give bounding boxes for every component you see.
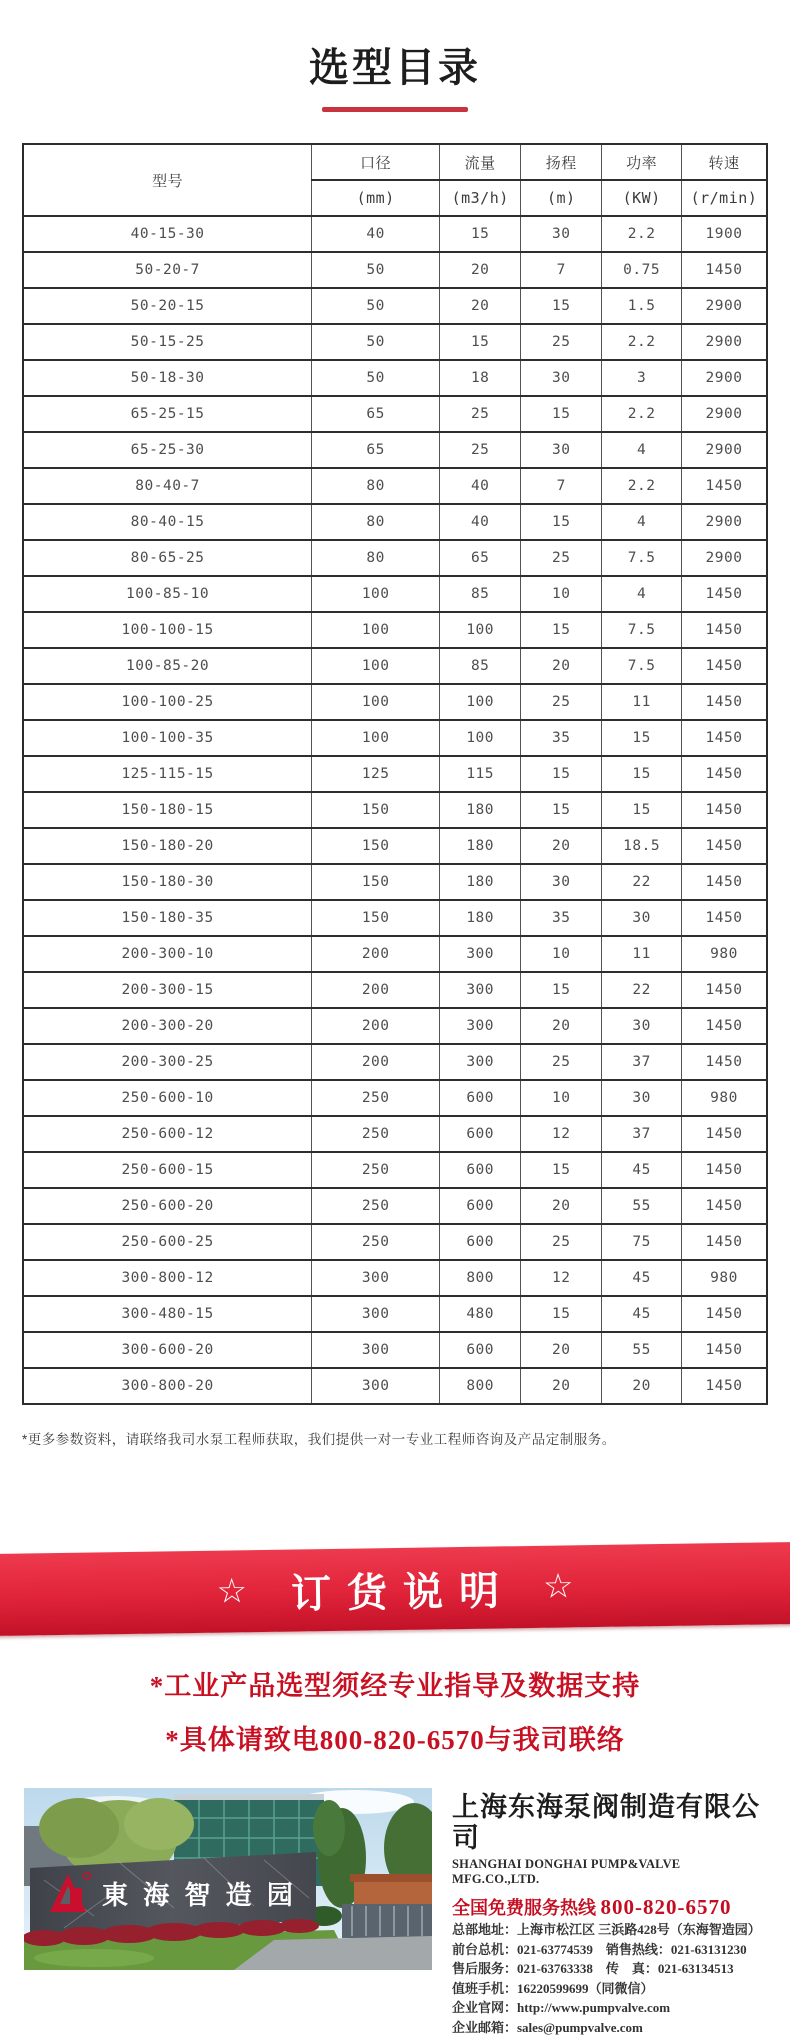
table-cell: 15 <box>440 324 521 360</box>
table-cell: 100 <box>312 612 440 648</box>
table-cell: 35 <box>521 720 602 756</box>
table-row <box>23 1116 767 1152</box>
table-cell: 11 <box>602 936 682 972</box>
table-cell: 20 <box>521 828 602 864</box>
table-cell: 11 <box>602 684 682 720</box>
company-name-en: SHANGHAI DONGHAI PUMP&VALVE MFG.CO.,LTD. <box>452 1857 681 1887</box>
order-banner-title: 订货说明 <box>290 1568 516 1617</box>
table-cell: 2.2 <box>602 468 682 504</box>
page-title: 选型目录 <box>309 46 481 90</box>
table-cell: 100 <box>312 684 440 720</box>
table-cell: 25 <box>440 432 521 468</box>
table-cell: 85 <box>440 576 521 612</box>
table-cell: 12 <box>521 1116 602 1152</box>
service-hotline <box>452 1894 766 1920</box>
table-cell: 50-20-15 <box>23 288 312 324</box>
table-cell: 20 <box>521 648 602 684</box>
table-cell: 35 <box>521 900 602 936</box>
table-cell: 100-85-20 <box>23 648 312 684</box>
table-cell: 20 <box>521 1368 602 1404</box>
table-cell: 2900 <box>681 324 767 360</box>
table-cell: 4 <box>602 432 682 468</box>
table-cell: 55 <box>602 1332 682 1368</box>
order-notice-line2: *具体请致电800-820-6570与我司联络 <box>165 1725 625 1755</box>
table-row <box>23 720 767 756</box>
table-cell: 25 <box>521 1044 602 1080</box>
table-cell: 250-600-20 <box>23 1188 312 1224</box>
contact-address: 总部地址：上海市松江区 三浜路428号（东海智造园） <box>452 1922 761 1938</box>
contact-email: 企业邮箱：sales@pumpvalve.com <box>452 2019 643 2035</box>
table-cell: 18 <box>440 360 521 396</box>
factory-photo <box>24 1788 432 1970</box>
contact-mobile: 值班手机：16220599699（同微信） <box>452 1980 654 1996</box>
table-cell: 980 <box>681 936 767 972</box>
table-row <box>23 900 767 936</box>
table-cell: 20 <box>521 1008 602 1044</box>
order-banner <box>0 1542 790 1636</box>
table-cell: 115 <box>440 756 521 792</box>
contact-website: 企业官网：http://www.pumpvalve.com <box>452 2000 671 2016</box>
table-cell: 150-180-35 <box>23 900 312 936</box>
table-cell: 1450 <box>681 684 767 720</box>
table-row <box>23 468 767 504</box>
table-cell: 100-100-15 <box>23 612 312 648</box>
table-cell: 250 <box>312 1188 440 1224</box>
table-cell: 600 <box>440 1152 521 1188</box>
table-row <box>23 1188 767 1224</box>
table-cell: 15 <box>521 288 602 324</box>
contact-phones-1: 前台总机：021-63774539 销售热线：021-63131230 <box>452 1941 747 1957</box>
table-cell: 80-40-15 <box>23 504 312 540</box>
hotline-number: 800-820-6570 <box>600 1895 732 1920</box>
table-cell: 250-600-12 <box>23 1116 312 1152</box>
table-cell: 1450 <box>681 756 767 792</box>
table-cell: 1450 <box>681 720 767 756</box>
table-cell: 100-100-25 <box>23 684 312 720</box>
table-cell: 3 <box>602 360 682 396</box>
table-cell: 1450 <box>681 612 767 648</box>
star-icon: ☆ <box>542 1567 574 1606</box>
table-cell: 200 <box>312 972 440 1008</box>
col-header-flow: 流量 <box>440 144 521 180</box>
table-cell: 15 <box>521 612 602 648</box>
table-cell: 200-300-10 <box>23 936 312 972</box>
table-cell: 50-18-30 <box>23 360 312 396</box>
table-cell: 2.2 <box>602 216 682 252</box>
hotline-label: 全国免费服务热线 <box>452 1898 596 1919</box>
table-cell: 30 <box>521 864 602 900</box>
table-cell: 37 <box>602 1116 682 1152</box>
table-cell: 4 <box>602 576 682 612</box>
table-cell: 18.5 <box>602 828 682 864</box>
table-cell: 180 <box>440 828 521 864</box>
table-cell: 65 <box>440 540 521 576</box>
table-cell: 25 <box>521 1224 602 1260</box>
table-cell: 300-480-15 <box>23 1296 312 1332</box>
table-cell: 1450 <box>681 1008 767 1044</box>
table-cell: 1450 <box>681 648 767 684</box>
table-cell: 20 <box>521 1188 602 1224</box>
table-row <box>23 612 767 648</box>
table-cell: 45 <box>602 1296 682 1332</box>
footer-section <box>24 1788 766 2037</box>
table-cell: 7.5 <box>602 540 682 576</box>
table-cell: 1450 <box>681 1368 767 1404</box>
table-cell: 1450 <box>681 900 767 936</box>
table-cell: 600 <box>440 1188 521 1224</box>
table-cell: 2.2 <box>602 324 682 360</box>
table-cell: 200-300-20 <box>23 1008 312 1044</box>
table-cell: 250-600-10 <box>23 1080 312 1116</box>
table-row <box>23 684 767 720</box>
company-info <box>452 1788 766 2037</box>
col-unit-speed: (r/min) <box>681 180 767 216</box>
table-cell: 20 <box>440 252 521 288</box>
table-cell: 65 <box>312 432 440 468</box>
table-cell: 15 <box>602 756 682 792</box>
table-row <box>23 396 767 432</box>
table-cell: 150 <box>312 792 440 828</box>
table-cell: 300 <box>312 1332 440 1368</box>
table-row <box>23 828 767 864</box>
table-cell: 100 <box>440 612 521 648</box>
table-cell: 180 <box>440 864 521 900</box>
table-cell: 100 <box>312 720 440 756</box>
table-cell: 1900 <box>681 216 767 252</box>
table-cell: 300 <box>312 1296 440 1332</box>
table-cell: 20 <box>521 1332 602 1368</box>
table-cell: 2900 <box>681 504 767 540</box>
table-cell: 1450 <box>681 1152 767 1188</box>
table-cell: 65-25-15 <box>23 396 312 432</box>
table-cell: 1450 <box>681 1296 767 1332</box>
table-cell: 80-65-25 <box>23 540 312 576</box>
table-cell: 300 <box>312 1368 440 1404</box>
table-cell: 980 <box>681 1080 767 1116</box>
table-cell: 0.75 <box>602 252 682 288</box>
table-cell: 12 <box>521 1260 602 1296</box>
table-cell: 150-180-30 <box>23 864 312 900</box>
table-cell: 1450 <box>681 576 767 612</box>
table-cell: 125 <box>312 756 440 792</box>
table-cell: 15 <box>521 792 602 828</box>
table-cell: 45 <box>602 1152 682 1188</box>
table-cell: 65 <box>312 396 440 432</box>
table-cell: 50 <box>312 288 440 324</box>
table-cell: 1450 <box>681 864 767 900</box>
table-row <box>23 648 767 684</box>
table-cell: 1450 <box>681 468 767 504</box>
table-row <box>23 1296 767 1332</box>
table-row <box>23 1368 767 1404</box>
table-cell: 2900 <box>681 288 767 324</box>
table-cell: 100 <box>440 684 521 720</box>
star-icon: ☆ <box>216 1572 248 1611</box>
table-cell: 200-300-15 <box>23 972 312 1008</box>
table-cell: 250-600-15 <box>23 1152 312 1188</box>
table-cell: 15 <box>521 756 602 792</box>
table-cell: 10 <box>521 1080 602 1116</box>
table-cell: 50-15-25 <box>23 324 312 360</box>
table-row <box>23 252 767 288</box>
table-cell: 20 <box>602 1368 682 1404</box>
table-cell: 30 <box>602 1008 682 1044</box>
page-title-section <box>0 36 790 112</box>
table-body <box>23 216 767 1404</box>
table-cell: 50 <box>312 324 440 360</box>
table-cell: 200 <box>312 1044 440 1080</box>
table-row <box>23 432 767 468</box>
footnote: *更多参数资料，请联络我司水泵工程师获取，我们提供一对一专业工程师咨询及产品定制服务。 <box>22 1432 616 1447</box>
table-cell: 7 <box>521 252 602 288</box>
table-cell: 100-100-35 <box>23 720 312 756</box>
sign-text: 東 海 智 造 园 <box>102 1880 297 1910</box>
table-cell: 480 <box>440 1296 521 1332</box>
table-cell: 150 <box>312 900 440 936</box>
table-cell: 30 <box>521 360 602 396</box>
table-cell: 200-300-25 <box>23 1044 312 1080</box>
table-cell: 200 <box>312 1008 440 1044</box>
table-cell: 15 <box>440 216 521 252</box>
table-cell: 7.5 <box>602 648 682 684</box>
table-cell: 55 <box>602 1188 682 1224</box>
table-cell: 7.5 <box>602 612 682 648</box>
table-row <box>23 864 767 900</box>
col-unit-flow: (m3/h) <box>440 180 521 216</box>
table-cell: 25 <box>521 684 602 720</box>
table-row <box>23 1152 767 1188</box>
table-row <box>23 504 767 540</box>
table-cell: 600 <box>440 1080 521 1116</box>
table-row <box>23 1260 767 1296</box>
table-cell: 300-800-12 <box>23 1260 312 1296</box>
table-cell: 85 <box>440 648 521 684</box>
table-row <box>23 936 767 972</box>
order-notice-line1: *工业产品选型须经专业指导及数据支持 <box>149 1671 641 1701</box>
table-cell: 15 <box>521 396 602 432</box>
table-cell: 40 <box>440 504 521 540</box>
col-header-model: 型号 <box>23 144 312 216</box>
table-cell: 1450 <box>681 972 767 1008</box>
table-cell: 980 <box>681 1260 767 1296</box>
table-cell: 180 <box>440 792 521 828</box>
table-row <box>23 1008 767 1044</box>
table-row <box>23 540 767 576</box>
table-cell: 10 <box>521 576 602 612</box>
table-cell: 80 <box>312 540 440 576</box>
table-cell: 25 <box>521 324 602 360</box>
table-cell: 80 <box>312 504 440 540</box>
table-cell: 40 <box>312 216 440 252</box>
table-cell: 40 <box>440 468 521 504</box>
table-cell: 50 <box>312 360 440 396</box>
table-row <box>23 216 767 252</box>
col-unit-diameter: (mm) <box>312 180 440 216</box>
table-cell: 45 <box>602 1260 682 1296</box>
table-row <box>23 1332 767 1368</box>
header-row-labels <box>23 144 767 180</box>
table-row <box>23 792 767 828</box>
table-row <box>23 360 767 396</box>
table-cell: 100 <box>312 648 440 684</box>
table-cell: 4 <box>602 504 682 540</box>
table-cell: 2900 <box>681 396 767 432</box>
table-cell: 30 <box>521 216 602 252</box>
table-cell: 250 <box>312 1224 440 1260</box>
table-cell: 25 <box>521 540 602 576</box>
table-cell: 150 <box>312 864 440 900</box>
table-row <box>23 1044 767 1080</box>
table-cell: 80-40-7 <box>23 468 312 504</box>
table-cell: 250-600-25 <box>23 1224 312 1260</box>
table-cell: 300 <box>440 1008 521 1044</box>
title-underline <box>322 107 468 112</box>
table-cell: 15 <box>602 792 682 828</box>
table-cell: 300-600-20 <box>23 1332 312 1368</box>
table-cell: 65-25-30 <box>23 432 312 468</box>
col-unit-power: (KW) <box>602 180 682 216</box>
table-cell: 1450 <box>681 1224 767 1260</box>
table-cell: 300-800-20 <box>23 1368 312 1404</box>
col-header-power: 功率 <box>602 144 682 180</box>
table-cell: 30 <box>602 900 682 936</box>
table-cell: 15 <box>521 1296 602 1332</box>
table-cell: 50 <box>312 252 440 288</box>
table-cell: 22 <box>602 864 682 900</box>
table-cell: 50-20-7 <box>23 252 312 288</box>
table-row <box>23 972 767 1008</box>
table-cell: 250 <box>312 1080 440 1116</box>
order-notices <box>0 1664 790 1772</box>
table-cell: 300 <box>440 972 521 1008</box>
col-header-diameter: 口径 <box>312 144 440 180</box>
company-name-cn: 上海东海泵阀制造有限公司 <box>452 1792 760 1854</box>
table-header <box>23 144 767 216</box>
table-cell: 1450 <box>681 792 767 828</box>
table-cell: 1450 <box>681 1044 767 1080</box>
table-cell: 180 <box>440 900 521 936</box>
table-row <box>23 756 767 792</box>
table-cell: 800 <box>440 1368 521 1404</box>
table-cell: 1450 <box>681 1332 767 1368</box>
table-cell: 15 <box>521 504 602 540</box>
table-cell: 30 <box>521 432 602 468</box>
table-cell: 80 <box>312 468 440 504</box>
table-row <box>23 324 767 360</box>
col-unit-head: (m) <box>521 180 602 216</box>
table-cell: 7 <box>521 468 602 504</box>
table-cell: 150 <box>312 828 440 864</box>
table-row <box>23 1080 767 1116</box>
table-cell: 150-180-15 <box>23 792 312 828</box>
table-cell: 1450 <box>681 828 767 864</box>
table-cell: 1.5 <box>602 288 682 324</box>
table-cell: 300 <box>312 1260 440 1296</box>
table-cell: 2900 <box>681 432 767 468</box>
table-cell: 250 <box>312 1152 440 1188</box>
col-header-head: 扬程 <box>521 144 602 180</box>
table-row <box>23 1224 767 1260</box>
table-row <box>23 576 767 612</box>
table-cell: 1450 <box>681 1188 767 1224</box>
table-cell: 125-115-15 <box>23 756 312 792</box>
table-row <box>23 288 767 324</box>
table-cell: 2900 <box>681 540 767 576</box>
table-cell: 15 <box>521 972 602 1008</box>
table-cell: 1450 <box>681 1116 767 1152</box>
table-cell: 200 <box>312 936 440 972</box>
table-cell: 1450 <box>681 252 767 288</box>
table-cell: 20 <box>440 288 521 324</box>
table-cell: 37 <box>602 1044 682 1080</box>
table-cell: 300 <box>440 936 521 972</box>
table-cell: 800 <box>440 1260 521 1296</box>
col-header-speed: 转速 <box>681 144 767 180</box>
table-cell: 600 <box>440 1116 521 1152</box>
table-cell: 100-85-10 <box>23 576 312 612</box>
table-cell: 15 <box>602 720 682 756</box>
selection-table <box>22 143 768 1405</box>
table-cell: 250 <box>312 1116 440 1152</box>
table-cell: 300 <box>440 1044 521 1080</box>
table-cell: 100 <box>440 720 521 756</box>
table-cell: 22 <box>602 972 682 1008</box>
table-cell: 10 <box>521 936 602 972</box>
table-cell: 100 <box>312 576 440 612</box>
table-cell: 15 <box>521 1152 602 1188</box>
contact-phones-2: 售后服务：021-63763338 传 真：021-63134513 <box>452 1961 734 1977</box>
table-cell: 150-180-20 <box>23 828 312 864</box>
table-cell: 30 <box>602 1080 682 1116</box>
table-cell: 600 <box>440 1332 521 1368</box>
table-cell: 25 <box>440 396 521 432</box>
table-cell: 2.2 <box>602 396 682 432</box>
table-cell: 75 <box>602 1224 682 1260</box>
table-cell: 2900 <box>681 360 767 396</box>
table-cell: 600 <box>440 1224 521 1260</box>
table-cell: 40-15-30 <box>23 216 312 252</box>
